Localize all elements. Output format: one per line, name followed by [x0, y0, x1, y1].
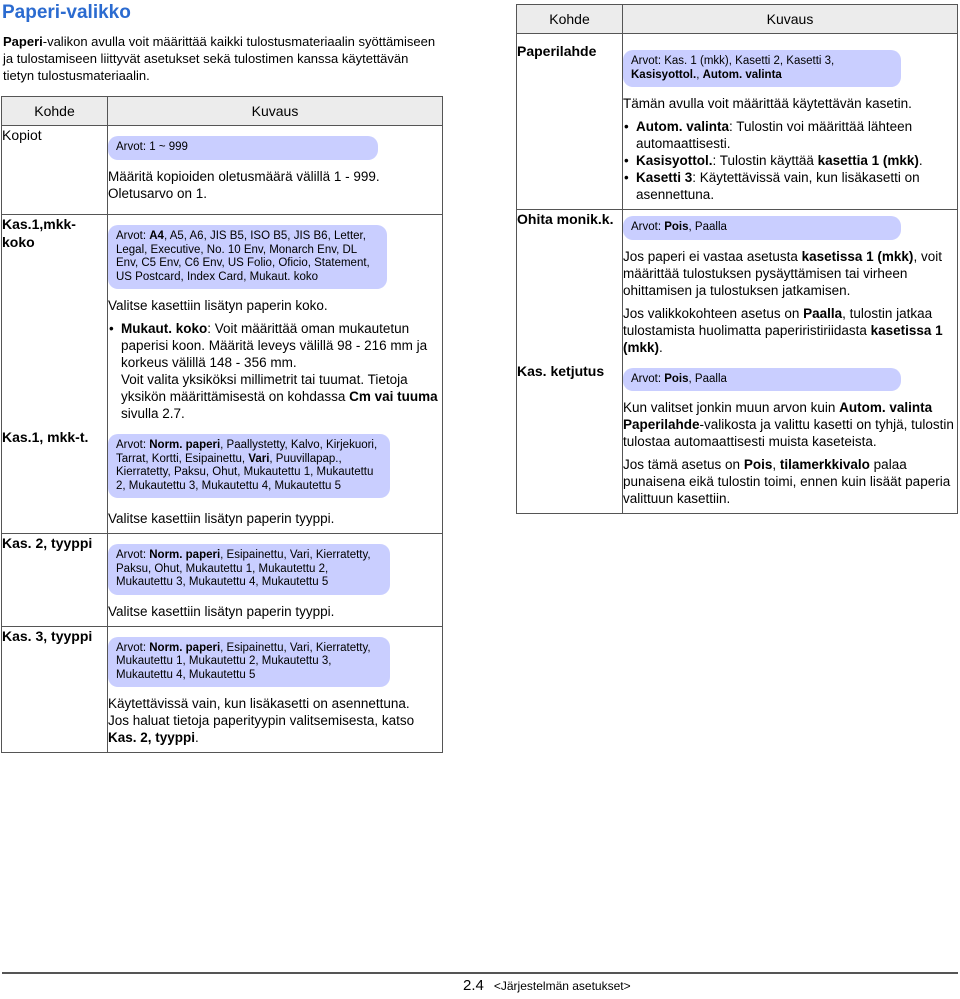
values-pill [108, 637, 390, 688]
item-kas2-tyyppi: Kas. 2, tyyppi [2, 534, 108, 627]
section-name: <Järjestelmän asetukset> [493, 979, 631, 993]
bullet-text: : Tulostin voi määrittää lähteen automaattisesti. [636, 119, 913, 151]
list-item [636, 169, 957, 203]
header-item: Kohde [517, 5, 623, 34]
table-row [517, 34, 958, 210]
desc-kas2-tyyppi [108, 534, 443, 627]
desc-text-more [623, 305, 957, 356]
values-pill [623, 368, 901, 392]
bullet-text: : Käytettävissä vain, kun lisäkasetti on asennettuna. [636, 170, 920, 202]
values-pill: Arvot: 1 ~ 999 [108, 136, 378, 160]
intro-text: -valikon avulla voit määrittää kaikki tulostusmateriaalin syöttämiseen ja tulostamiseen liittyvät asetukset sekä tulostimen kanssa käytettävän tietyn tulostusmateriaalin. [3, 34, 436, 83]
text-bold: Autom. valinta Paperilahde [623, 400, 933, 432]
pill-values: , Esipainettu, Vari, Kierratetty, Mukautettu 1, Mukautettu 2, Mukautettu 3, Mukautettu 4, Mukautettu 5 [116, 641, 371, 681]
values-pill [108, 544, 390, 595]
desc-text: Valitse kasettiin lisätyn paperin koko. [108, 298, 328, 313]
desc-paperilahde [623, 34, 958, 210]
pill-prefix: Arvot: [631, 221, 665, 233]
intro-bold: Paperi [3, 34, 43, 49]
text-end: . [195, 730, 199, 745]
pill-values: , Paalla [688, 372, 727, 385]
pill-values: , Paalla [688, 221, 727, 233]
desc-text: Määritä kopioiden oletusmäärä välillä 1 - 999. Oletusarvo on 1. [108, 168, 380, 201]
values-pill [623, 50, 901, 87]
pill-default: Norm. paperi [149, 439, 221, 451]
text-bold: Paalla [803, 305, 843, 321]
pill-default: Pois [664, 221, 689, 233]
text-prefix: Jos valikkokohteen asetus on [623, 305, 804, 321]
text-prefix: Jos tämä asetus on [623, 457, 744, 472]
bullet-list [623, 118, 957, 203]
pill-prefix: Arvot: [116, 641, 150, 654]
pill-prefix: Arvot: Kas. 1 (mkk), Kasetti 2, Kasetti 3, [631, 55, 835, 67]
pill-sep: , [696, 68, 703, 81]
pill-prefix: Arvot: [116, 230, 150, 242]
pill-values: , Esipainettu, Vari, Kierratetty, Paksu, Ohut, Mukautettu 1, Mukautettu 2, Mukautettu 3, Mukautettu 4, Mukautettu 5 [116, 549, 371, 588]
pill-values: , Paallystetty, Kalvo, Kirjekuori, Tarrat, Kortti, Esipainettu, [116, 439, 378, 465]
table-row [2, 534, 443, 627]
pill-bold: Kasisyottol. [631, 68, 697, 81]
pill-prefix: Arvot: [116, 549, 150, 561]
text-end: palaa punaisena eikä tulostin toimi, ennen kuin lisäät paperia valittuun kasettiin. [623, 457, 951, 506]
desc-text-more [108, 712, 442, 746]
text-mid: , tulostin jatkaa tulostamista huolimatta paperiristiriidasta [623, 305, 933, 338]
desc-kas1-tyyppi [108, 428, 443, 534]
desc-text: Valitse kasettiin lisätyn paperin tyyppi. [108, 603, 335, 619]
text-rest: , voit määrittää tulostuksen pysäyttämisen tai virheen ohittamisen ja tulostuksen jatkamisen. [623, 248, 942, 298]
bullet-bold-2: kasettia 1 (mkk) [817, 153, 919, 168]
page-footer [463, 977, 631, 994]
header-item: Kohde [2, 97, 108, 126]
right-settings-table [516, 4, 958, 514]
text-prefix: Kun valitset jonkin muun arvon kuin [623, 400, 840, 415]
page-number: 2.4 [463, 977, 484, 994]
text-bold: Pois [743, 457, 773, 472]
pill-default: Autom. valinta [702, 68, 782, 81]
bullet-bold: Autom. valinta [636, 119, 730, 134]
text-bold-2: tilamerkkivalo [779, 457, 870, 472]
values-pill [108, 225, 387, 289]
bullet-text: : Voit määrittää oman mukautetun paperisi koon. Määritä leveys välillä 98 - 216 mm ja korkeus välillä 148 - 356 mm. [121, 321, 428, 370]
left-settings-table [1, 96, 443, 753]
list-item [636, 152, 957, 169]
desc-kas-ketjutus [623, 362, 958, 514]
bullet-end: sivulla 2.7. [121, 406, 185, 421]
item-kas1-tyyppi: Kas.1, mkk-t. [2, 428, 108, 534]
text-link: Kas. 2, tyyppi [108, 730, 196, 745]
table-row [2, 215, 443, 429]
bullet-list [108, 320, 442, 422]
item-paperilahde: Paperilahde [517, 34, 623, 210]
bullet-text: : Tulostin käyttää [712, 153, 818, 168]
desc-text: Valitse kasettiin lisätyn paperin tyyppi. [108, 511, 335, 526]
pill-default: Pois [664, 372, 689, 385]
desc-text-more [623, 456, 957, 507]
list-item [121, 320, 442, 422]
pill-bold: Vari [248, 452, 270, 465]
item-kas1-koko: Kas.1,mkk-koko [2, 215, 108, 429]
bullet-bold: Kasetti 3 [636, 170, 693, 185]
bullet-link: Cm vai tuuma [349, 389, 438, 404]
text-rest: -valikosta ja valittu kasetti on tyhjä, tulostin tulostaa automaattisesti muista kaseteista. [623, 417, 954, 449]
pill-default: Norm. paperi [149, 641, 221, 654]
bullet-more: Voit valita yksiköksi millimetrit tai tuumat. Tietoja yksikön määrittämisestä on kohdassa [121, 372, 408, 404]
text-bold: kasetissa 1 (mkk) [801, 248, 914, 264]
bullet-bold: Kasisyottol. [636, 153, 713, 168]
table-row [2, 126, 443, 215]
header-description: Kuvaus [623, 5, 958, 34]
pill-values-rest: , Puuvillapap., Kierratetty, Paksu, Ohut, Mukautettu 1, Mukautettu 2, Mukautettu 3, Mukautettu 4, Mukautettu 5 [116, 452, 374, 492]
text-prefix: Jos paperi ei vastaa asetusta [623, 248, 802, 264]
text-prefix: Jos haluat tietoja paperityypin valitsemisesta, katso [108, 713, 415, 728]
table-row [2, 428, 443, 534]
pill-values: , A5, A6, JIS B5, ISO B5, JIS B6, Letter, Legal, Executive, No. 10 Env, Monarch Env, DL Env, C5 Env, C6 Env, US Folio, Oficio, Statement, US Postcard, Index Card, Mukaut. koko [116, 230, 370, 283]
bullet-end: . [918, 153, 923, 168]
desc-text: Tämän avulla voit määrittää käytettävän kasetin. [623, 96, 912, 111]
item-ohita-monik: Ohita monik.k. [517, 210, 623, 362]
values-pill [108, 434, 390, 498]
pill-prefix: Arvot: [116, 439, 150, 451]
list-item [636, 118, 957, 152]
desc-text: Käytettävissä vain, kun lisäkasetti on asennettuna. [108, 696, 410, 711]
item-kopiot: Kopiot [2, 126, 108, 215]
page-title: Paperi-valikko [2, 2, 131, 23]
values-pill [623, 216, 901, 240]
desc-text [623, 399, 957, 450]
bullet-bold: Mukaut. koko [121, 321, 208, 336]
desc-kas3-tyyppi [108, 626, 443, 753]
desc-kopiot [108, 126, 443, 215]
pill-prefix: Arvot: [631, 372, 665, 385]
item-kas3-tyyppi: Kas. 3, tyyppi [2, 626, 108, 753]
table-row [517, 210, 958, 362]
desc-kas1-koko [108, 215, 443, 429]
text-end: . [659, 339, 663, 355]
intro-paragraph [3, 33, 443, 84]
table-row [517, 362, 958, 514]
text-bold-2: kasetissa 1 (mkk) [623, 322, 943, 355]
desc-ohita-monik [623, 210, 958, 362]
pill-default: A4 [149, 230, 164, 242]
text-mid: , [772, 457, 780, 472]
footer-divider [2, 972, 958, 974]
desc-text [623, 248, 957, 299]
pill-default: Norm. paperi [149, 549, 221, 561]
header-description: Kuvaus [108, 97, 443, 126]
table-row [2, 626, 443, 753]
item-kas-ketjutus: Kas. ketjutus [517, 362, 623, 514]
